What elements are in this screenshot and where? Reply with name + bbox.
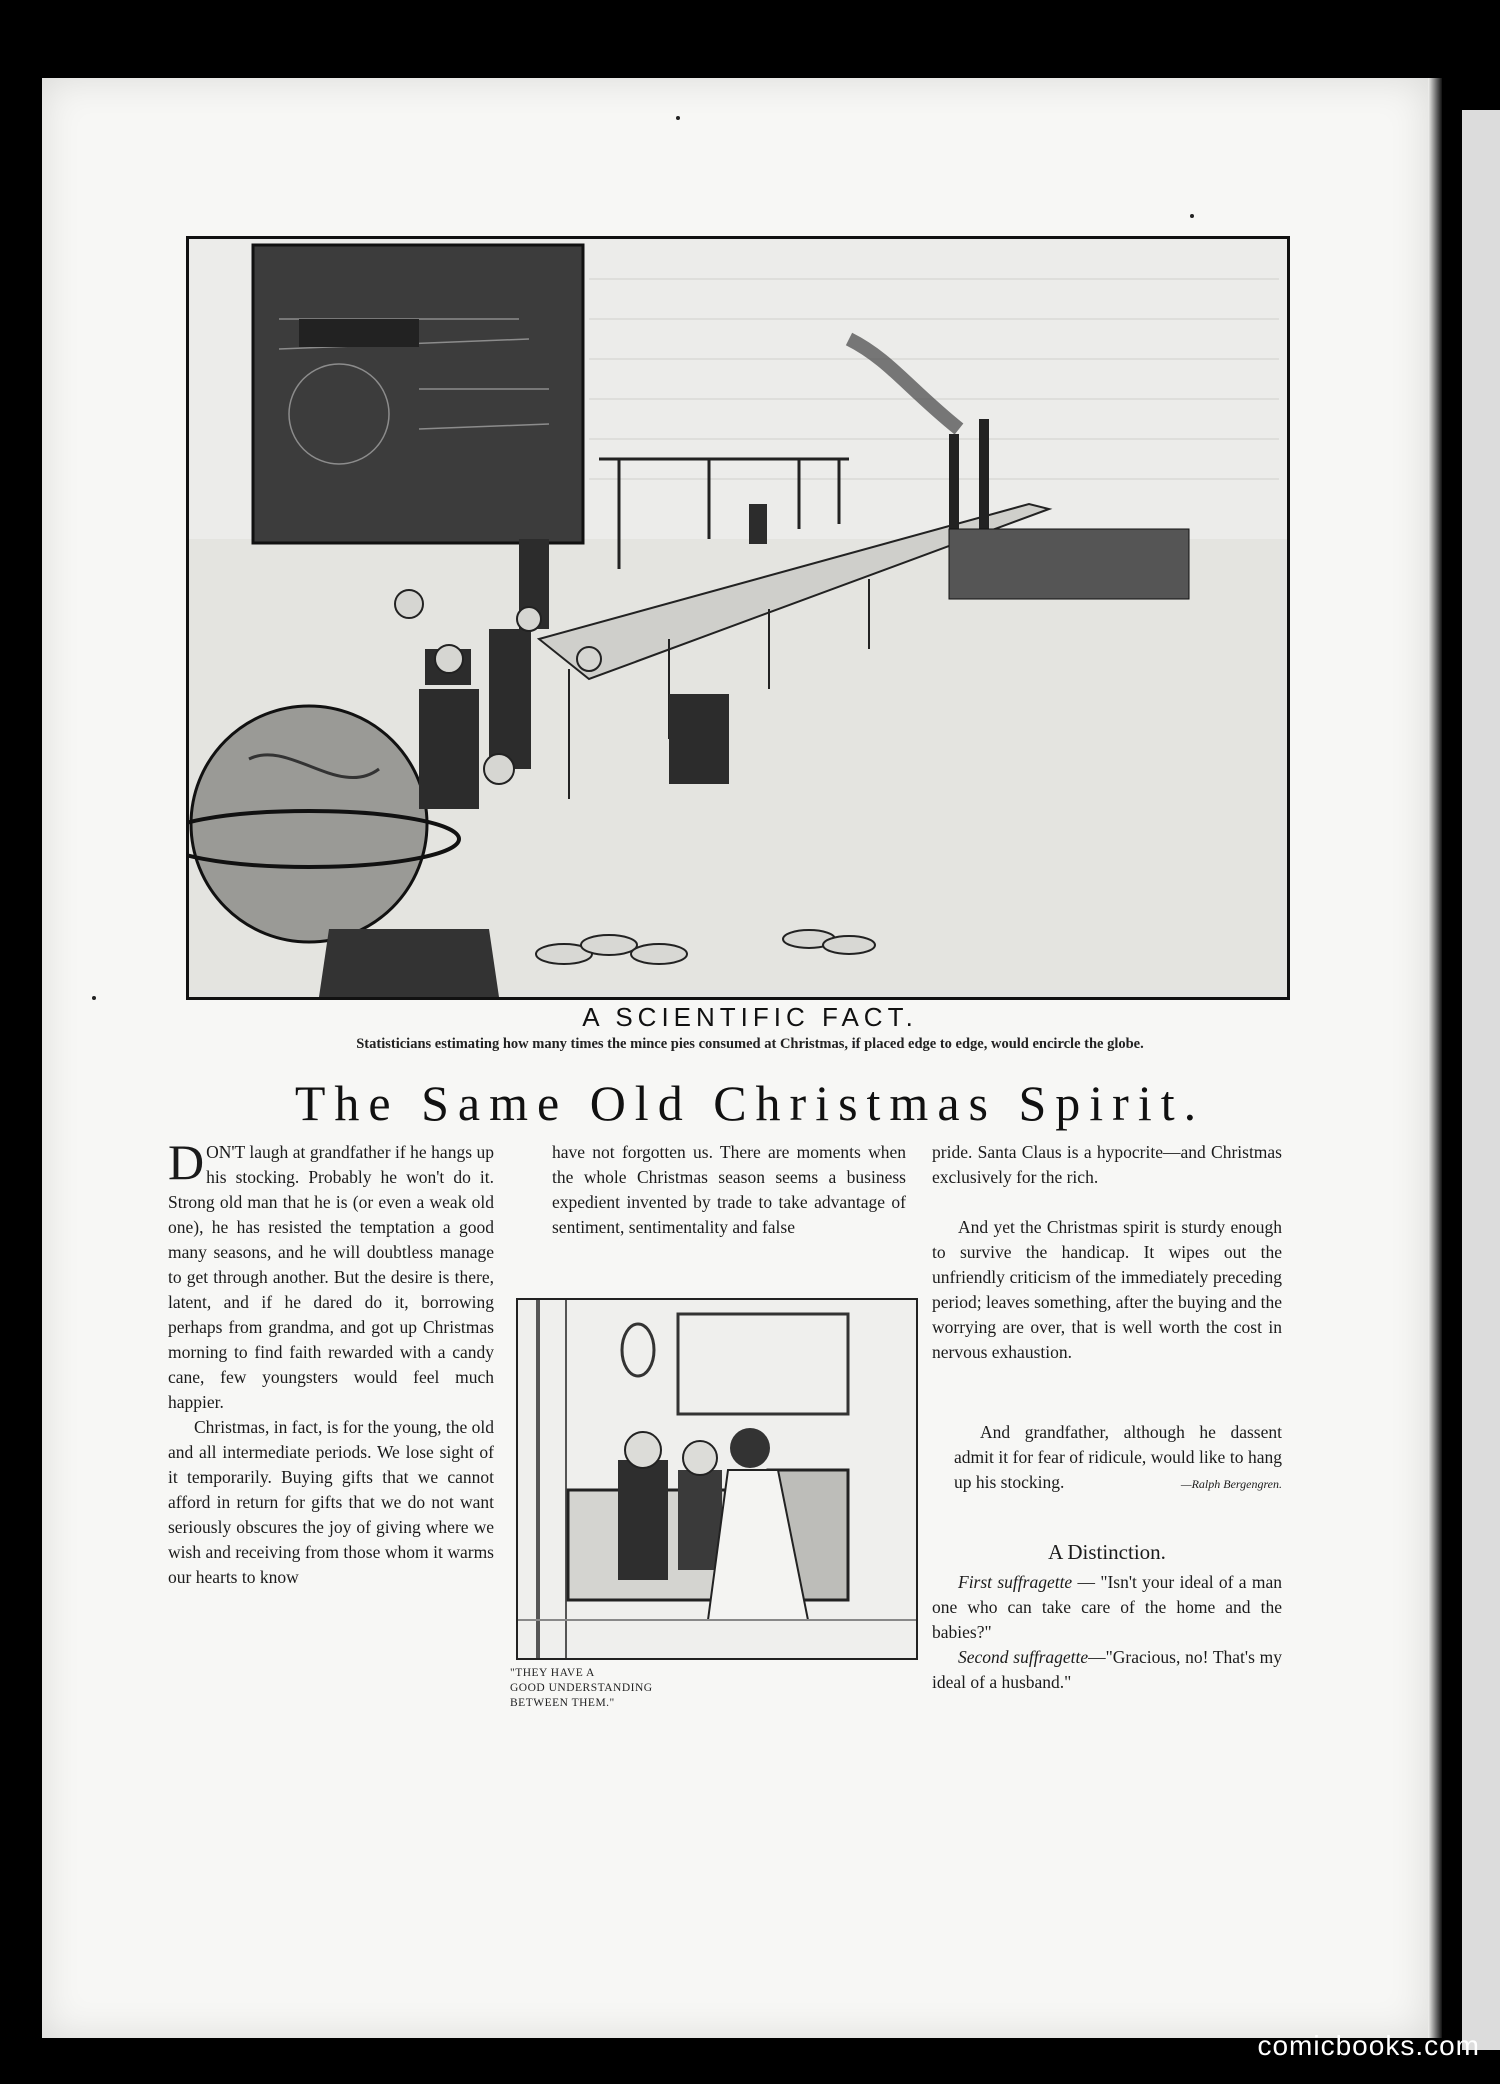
paragraph xyxy=(954,1420,1282,1495)
dialogue-line xyxy=(932,1645,1282,1695)
article-column-3-cont xyxy=(932,1215,1282,1365)
paragraph xyxy=(168,1134,494,1415)
sidebar-text xyxy=(932,1570,1282,1695)
caption-line: GOOD UNDERSTANDING xyxy=(510,1682,653,1694)
drop-cap: D xyxy=(168,1134,205,1190)
source-watermark: comicbooks.com xyxy=(1257,2030,1480,2061)
scientific-fact-illustration xyxy=(186,236,1290,1000)
dialogue-line xyxy=(932,1570,1282,1645)
illustration-caption: Statisticians estimating how many times the mince pies consumed at Christmas, if placed edge to edge, would encircle the globe. xyxy=(356,1036,1144,1052)
scan-speck xyxy=(92,996,96,1000)
byline: —Ralph Bergengren. xyxy=(1180,1477,1282,1491)
dialogue-text: —"Gracious, no! That's my ideal of a husband." xyxy=(932,1647,1282,1692)
paragraph-lead xyxy=(932,1190,1282,1215)
paragraph: have not forgotten us. There are moments when the whole Christmas season seems a business expedient invented by trade to take advantage of sentiment, sentimentality and false xyxy=(552,1142,906,1237)
scan-speck xyxy=(1190,214,1194,218)
paragraph: pride. Santa Claus is a hypocrite—and Christmas exclusively for the rich. xyxy=(932,1142,1282,1187)
paragraph: Christmas, in fact, is for the young, the old and all intermediate periods. We lose sight of it temporarily. Buying gifts that we cannot afford in return for gifts that we do not want seriously obscures the joy of giving where we wish and receiving from those whom it warms our hearts to know xyxy=(168,1417,494,1587)
caption-line: BETWEEN THEM." xyxy=(510,1697,615,1709)
article-column-3 xyxy=(932,1140,1282,1215)
article-headline: The Same Old Christmas Spirit. xyxy=(294,1075,1206,1131)
speaker-name: First suffragette xyxy=(958,1572,1073,1592)
dialogue-text: — "Isn't your ideal of a man one who can take care of the home and the babies?" xyxy=(932,1572,1282,1642)
article-column-2 xyxy=(552,1140,906,1240)
page-gutter xyxy=(1428,78,1442,2038)
scan-speck xyxy=(676,116,680,120)
illustration-caption xyxy=(510,1666,710,1711)
paragraph-text: ON'T laugh at grandfather if he hangs up his stocking. Probably he won't do it. Strong old man that he is (or even a weak old one), he has resisted the temptation a good many seasons, and he will doubtless manage to get through another. But the desire is there, latent, and if he dared do it, borrowing perhaps from grandma, and got up Christmas morning to find faith rewarded with a candy cane, few youngsters would feel much happier. xyxy=(168,1142,494,1412)
paragraph: And yet the Christmas spirit is sturdy enough to survive the handicap. It wipes out the unfriendly criticism of the immediately preceding period; leaves something, after the buying and the worrying are over, that is well worth the cost in nervous exhaustion. xyxy=(932,1217,1282,1362)
article-column-3-end xyxy=(954,1420,1282,1497)
couch-scene-illustration xyxy=(516,1298,918,1660)
article-column-1 xyxy=(168,1134,494,1590)
paragraph-text: And grandfather, although he dassent admit it for fear of ridicule, would like to hang up his stocking. xyxy=(954,1422,1282,1492)
caption-line: "THEY HAVE A xyxy=(510,1667,595,1679)
illustration-title: A SCIENTIFIC FACT. xyxy=(582,1002,918,1032)
speaker-name: Second suffragette xyxy=(958,1647,1089,1667)
sidebar-title: A Distinction. xyxy=(1048,1540,1166,1564)
